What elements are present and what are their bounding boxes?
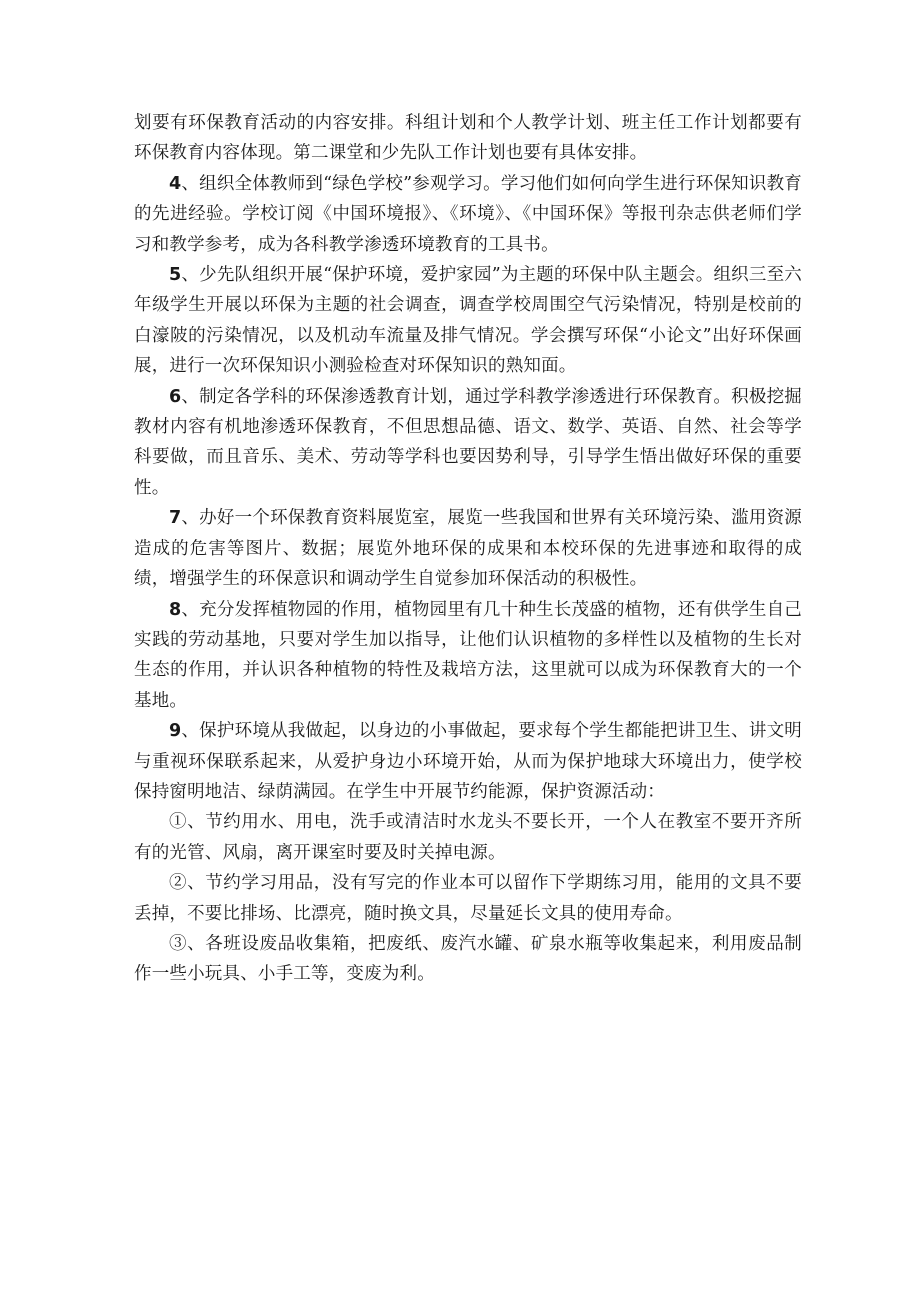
paragraph-text: 、少先队组织开展“保护环境，爱护家园”为主题的环保中队主题会。组织三至六年级学生开展以环保为主题的社会调查，调查学校周围空气污染情况，特别是校前的白濠陂的污染情况，以及机动车流量及排气情况。学会撰写环保“小论文”出好环保画展，进行一次环保知识小测验检查对环保知识的熟知面。 bbox=[134, 265, 802, 377]
paragraph-text: 、制定各学科的环保渗透教育计划，通过学科教学渗透进行环保教育。积极挖掘教材内容有机地渗透环保教育，不但思想品德、语文、数学、英语、自然、社会等学科要做，而且音乐、美术、劳动等学科也要因势利导，引导学生悟出做好环保的重要性。 bbox=[134, 386, 802, 498]
item-number: 8 bbox=[169, 599, 182, 620]
paragraph-item-4 bbox=[134, 169, 802, 260]
item-number: 6 bbox=[169, 386, 182, 407]
paragraph-text: ③、各班设废品收集箱，把废纸、废汽水罐、矿泉水瓶等收集起来，利用废品制作一些小玩具、小手工等，变废为利。 bbox=[134, 933, 802, 985]
paragraph-continuation bbox=[134, 108, 802, 169]
paragraph-item-7 bbox=[134, 503, 802, 594]
paragraph-item-9 bbox=[134, 716, 802, 807]
item-number: 5 bbox=[169, 265, 182, 286]
document-body bbox=[134, 108, 802, 990]
paragraph-item-5 bbox=[134, 260, 802, 382]
paragraph-text: ②、节约学习用品，没有写完的作业本可以留作下学期练习用，能用的文具不要丢掉，不要比排场、比漂亮，随时换文具，尽量延长文具的使用寿命。 bbox=[134, 873, 802, 924]
item-number: 9 bbox=[169, 721, 182, 742]
paragraph-subitem-1 bbox=[134, 807, 802, 868]
paragraph-subitem-2 bbox=[134, 868, 802, 929]
paragraph-item-6 bbox=[134, 382, 802, 504]
paragraph-text: 、组织全体教师到“绿色学校”参观学习。学习他们如何向学生进行环保知识教育的先进经验。学校订阅《中国环境报》、《环境》、《中国环保》等报刊杂志供老师们学习和教学参考，成为各科教学渗透环境教育的工具书。 bbox=[134, 173, 802, 255]
item-number: 4 bbox=[169, 173, 182, 194]
paragraph-item-8 bbox=[134, 595, 802, 717]
paragraph-subitem-3 bbox=[134, 929, 802, 990]
item-number: 7 bbox=[169, 508, 182, 529]
paragraph-text: 、保护环境从我做起，以身边的小事做起，要求每个学生都能把讲卫生、讲文明与重视环保联系起来，从爱护身边小环境开始，从而为保护地球大环境出力，使学校保持窗明地洁、绿荫满园。在学生中开展节约能源，保护资源活动： bbox=[134, 721, 802, 802]
paragraph-text: 划要有环保教育活动的内容安排。科组计划和个人教学计划、班主任工作计划都要有环保教育内容体现。第二课堂和少先队工作计划也要有具体安排。 bbox=[134, 113, 802, 164]
paragraph-text: 、充分发挥植物园的作用，植物园里有几十种生长茂盛的植物，还有供学生自己实践的劳动基地，只要对学生加以指导，让他们认识植物的多样性以及植物的生长对生态的作用，并认识各种植物的特性及栽培方法，这里就可以成为环保教育大的一个基地。 bbox=[134, 599, 802, 711]
paragraph-text: 、办好一个环保教育资料展览室，展览一些我国和世界有关环境污染、滥用资源造成的危害等图片、数据；展览外地环保的成果和本校环保的先进事迹和取得的成绩，增强学生的环保意识和调动学生自觉参加环保活动的积极性。 bbox=[134, 508, 802, 590]
paragraph-text: ①、节约用水、用电，洗手或清洁时水龙头不要长开，一个人在教室不要开齐所有的光管、风扇，离开课室时要及时关掉电源。 bbox=[134, 812, 802, 863]
